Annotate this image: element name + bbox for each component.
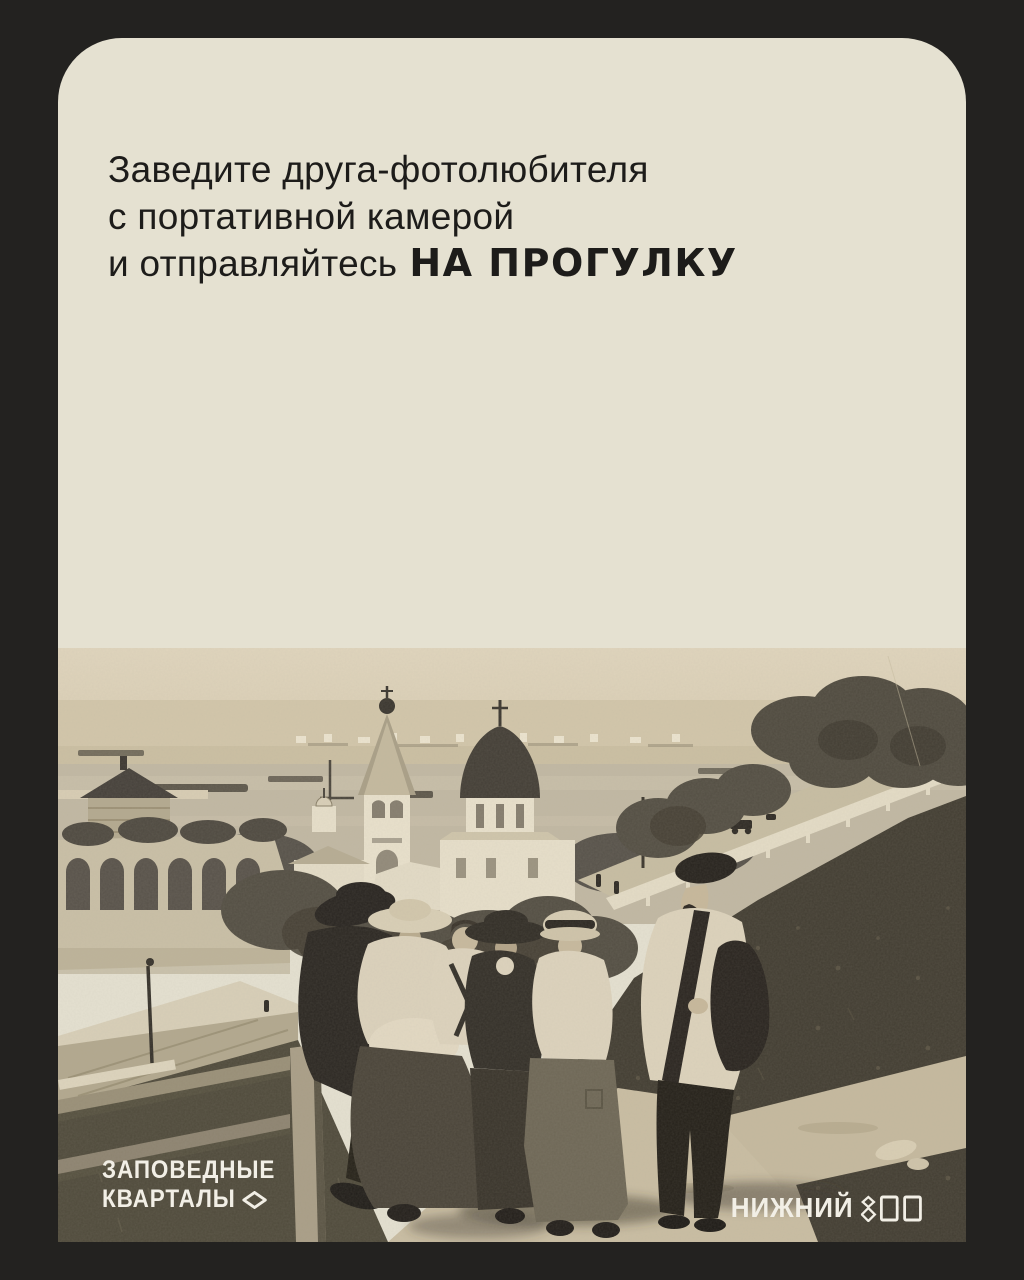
logo-left-text-2: КВАРТАЛЫ: [102, 1185, 236, 1213]
logo-left-text-1: ЗАПОВЕДНЫЕ: [102, 1156, 276, 1184]
headline-line-3: [108, 240, 738, 287]
headline-line-3-prefix: и отправляйтесь: [108, 243, 398, 284]
headline-emphasis: НА ПРОГУЛКУ: [409, 241, 738, 285]
logo-left-line-2: [102, 1185, 275, 1214]
number-800-icon: [861, 1195, 926, 1222]
poster-card: [58, 38, 966, 1242]
diamond-icon: [242, 1191, 266, 1209]
vintage-photo: [58, 648, 966, 1242]
logo-left-line-1: [102, 1156, 275, 1185]
film-grain: [58, 648, 966, 1242]
headline: [108, 146, 738, 287]
nizhny-800-logo: [731, 1192, 926, 1224]
headline-line-1: Заведите друга-фотолюбителя: [108, 149, 649, 190]
number-800-glyph: [861, 1195, 926, 1222]
headline-line-2: с портативной камерой: [108, 196, 515, 237]
zapovednye-kvartaly-logo: [102, 1156, 275, 1214]
logo-right-text: НИЖНИЙ: [730, 1192, 854, 1223]
